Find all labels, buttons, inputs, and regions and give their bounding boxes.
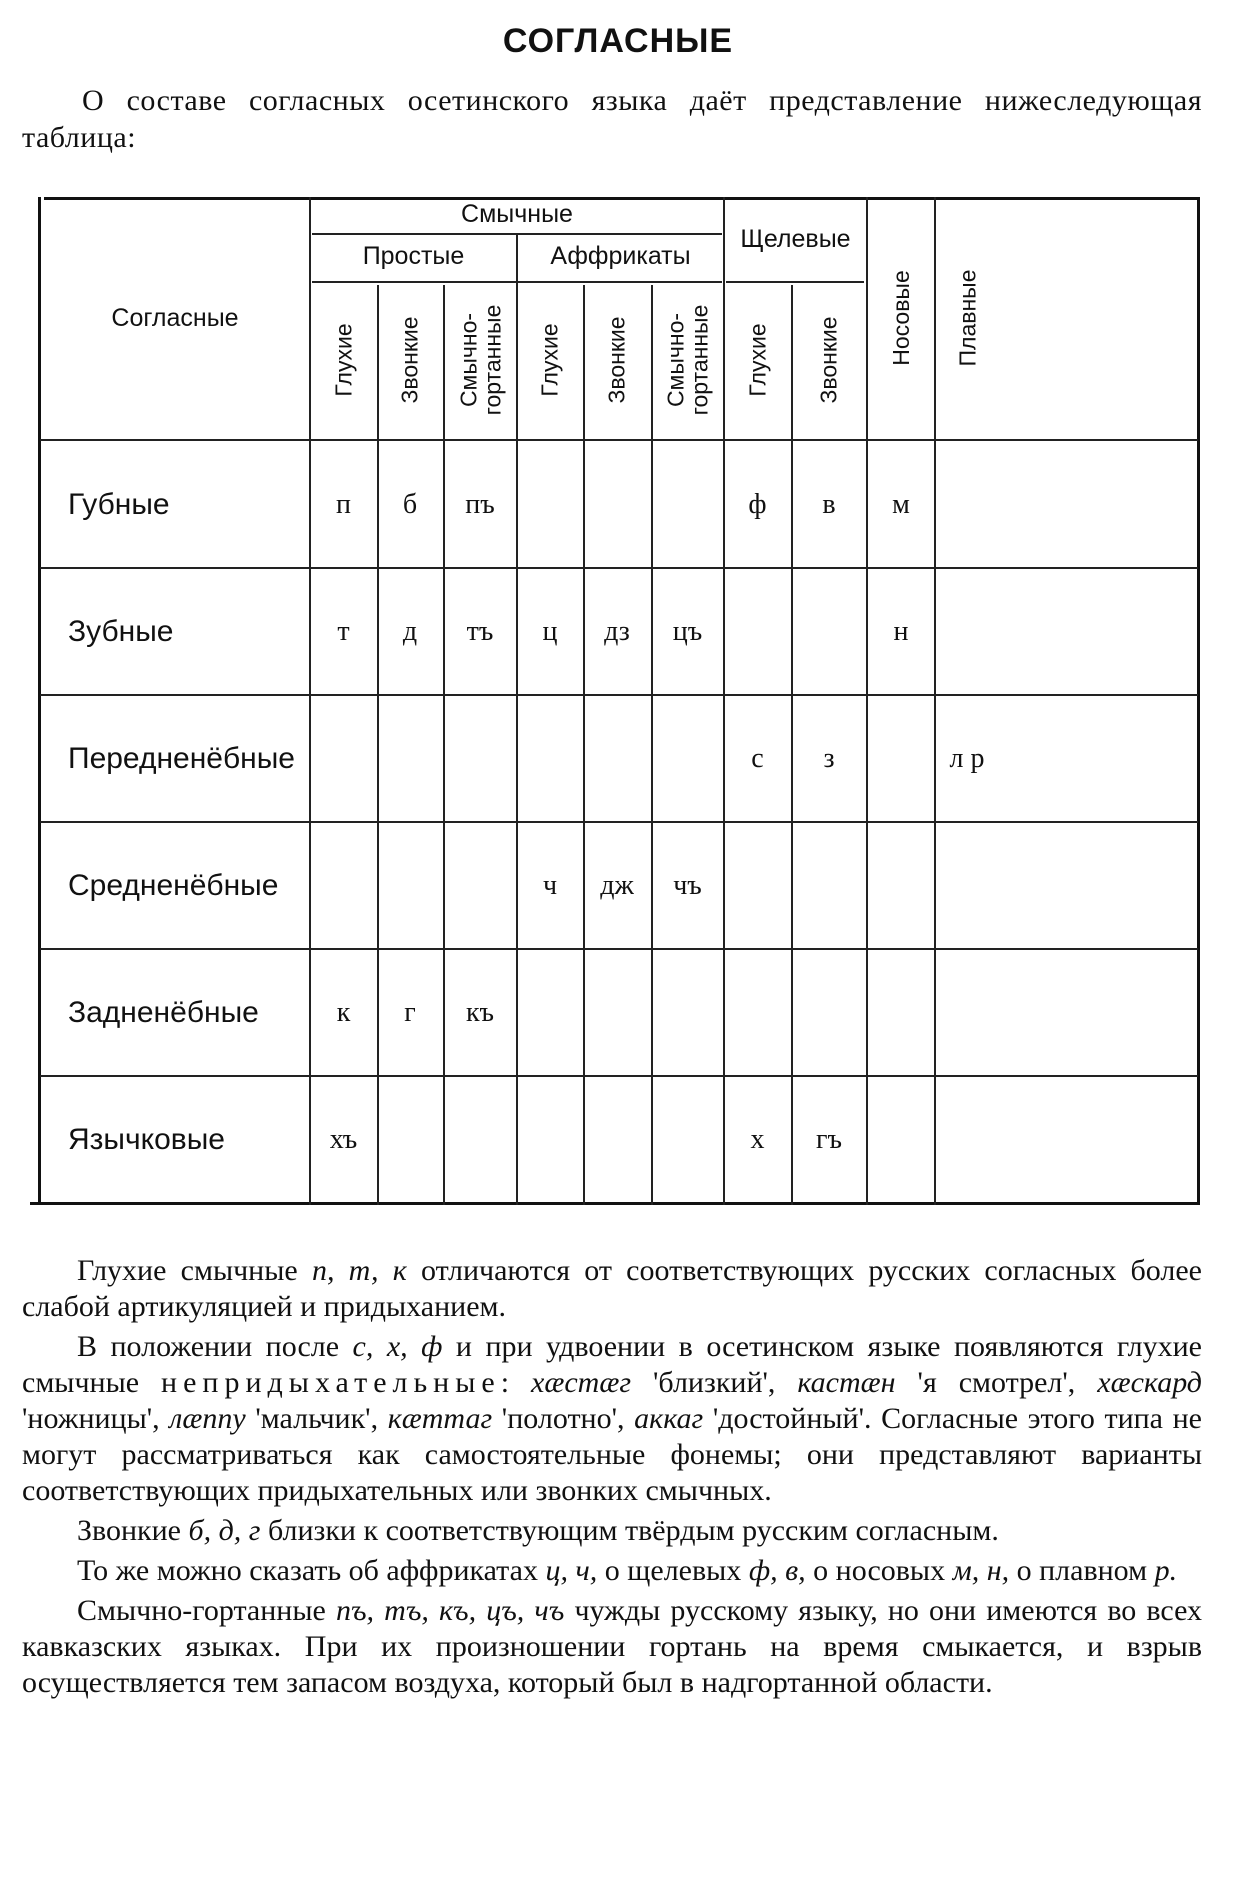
table-cell: къ <box>465 996 495 1028</box>
col-divider-sub <box>377 285 379 1205</box>
row-divider <box>40 567 1198 569</box>
table-cell <box>791 822 867 949</box>
table-cell: чъ <box>673 869 702 901</box>
table-cell: к <box>336 996 351 1028</box>
p4-a: То же можно сказать об аффрикатах <box>77 1554 546 1587</box>
p2-g4: 'мальчик', <box>245 1402 388 1435</box>
header-col-label: Смычно- гортанные <box>455 304 506 416</box>
p2-g3: 'ножницы', <box>22 1402 170 1435</box>
header-rule-sub <box>312 281 722 283</box>
p2-e: : <box>500 1366 532 1399</box>
p4-b: ц, ч, <box>545 1554 598 1587</box>
p2-g1: 'близкий', <box>631 1366 798 1399</box>
p1-b: п, т, к <box>311 1254 407 1287</box>
table-cell <box>310 822 377 949</box>
header-nasal-label: Носовые <box>888 270 914 366</box>
p3-b: б, д, г <box>188 1514 261 1547</box>
col-divider-fricatives <box>723 197 725 1205</box>
table-cell: ц <box>542 615 558 647</box>
p2-d: непридыхательные <box>161 1366 501 1399</box>
page-title: СОГЛАСНЫЕ <box>502 22 734 60</box>
table-cell <box>724 822 791 949</box>
header-col-7 <box>791 281 867 439</box>
table-cell <box>377 822 443 949</box>
p2-w4: лæппу <box>169 1402 246 1435</box>
row-divider <box>40 694 1198 696</box>
p2-g5: 'полотно', <box>492 1402 635 1435</box>
table-cell <box>377 1076 443 1203</box>
table-cell <box>377 695 443 822</box>
table-cell: г <box>404 996 416 1028</box>
body-text <box>22 1253 1202 1705</box>
header-col-5 <box>651 281 724 439</box>
p2-c: и при удвоении в осетинском языке появляются глухие смычные <box>22 1330 1202 1399</box>
p3-c: близки к соответствующим твёрдым русским согласным. <box>260 1514 999 1547</box>
table-cell <box>867 1076 935 1203</box>
p2-w6: аккаг <box>634 1402 704 1435</box>
header-rule-fricatives <box>726 281 864 283</box>
table-cell: цъ <box>672 615 703 647</box>
table-cell: б <box>402 488 418 520</box>
table-cell <box>935 949 999 1076</box>
table-cell <box>517 441 583 568</box>
table-cell: т <box>337 615 350 647</box>
consonants-table <box>30 197 1198 1205</box>
table-cell <box>517 695 583 822</box>
row-label: Средненёбные <box>68 868 279 902</box>
header-col-4 <box>583 281 651 439</box>
header-rule-stops <box>312 233 722 235</box>
table-cell <box>791 568 867 695</box>
table-cell <box>651 1076 724 1203</box>
row-label: Язычковые <box>68 1122 225 1156</box>
table-cell: тъ <box>466 615 494 647</box>
table-cell <box>867 949 935 1076</box>
p2-g2: 'я смотрел', <box>895 1366 1098 1399</box>
p4-g: о плавном <box>1009 1554 1155 1587</box>
table-cell <box>935 568 999 695</box>
table-cell <box>583 949 651 1076</box>
p2-w1: хæстæг <box>531 1366 632 1399</box>
p4-c: о щелевых <box>597 1554 749 1587</box>
header-col-label: Глухие <box>744 323 771 397</box>
table-cell <box>724 949 791 1076</box>
p5-c: чужды русскому языку, но они имеются во всех кавказских языках. При их произношении гортань на время смыкается, и взрыв осуществляется тем запасом воздуха, который был в надгортанной области. <box>22 1594 1202 1699</box>
header-col-1 <box>377 281 443 439</box>
table-cell <box>517 949 583 1076</box>
table-cell <box>583 441 651 568</box>
table-cell <box>310 695 377 822</box>
table-cell: л р <box>949 742 985 774</box>
intro-paragraph: О составе согласных осетинского языка даёт представление нижеследующая таблица: <box>22 84 1202 154</box>
table-cell <box>443 1076 517 1203</box>
table-cell <box>443 822 517 949</box>
table-cell: хъ <box>329 1123 358 1155</box>
table-cell: х <box>750 1123 765 1155</box>
header-col-0 <box>310 281 377 439</box>
header-col-label: Звонкие <box>816 316 842 404</box>
table-cell <box>935 1076 999 1203</box>
header-liquid-label: Плавные <box>954 269 980 367</box>
row-label: Задненёбные <box>68 995 259 1029</box>
p2-w5: кæттаг <box>387 1402 493 1435</box>
table-cell <box>724 568 791 695</box>
p2-a: В положении после <box>77 1330 353 1363</box>
row-divider <box>40 1075 1198 1077</box>
paragraph-4 <box>22 1553 1202 1589</box>
table-border-right <box>1197 197 1200 1205</box>
header-nasal <box>867 197 935 439</box>
p5-b: пъ, тъ, къ, цъ, чъ <box>335 1594 565 1627</box>
paragraph-3 <box>22 1513 1202 1549</box>
paragraph-1 <box>22 1253 1202 1325</box>
p2-w2: кастæн <box>797 1366 896 1399</box>
p1-c: отличаются от соответствующих русских согласных более слабой артикуляцией и придыханием. <box>22 1254 1202 1323</box>
p4-h: р. <box>1154 1554 1178 1587</box>
col-divider-main <box>309 197 311 1205</box>
col-divider-nasal <box>866 197 868 1205</box>
header-col-label: Глухие <box>330 323 357 397</box>
table-cell <box>867 695 935 822</box>
col-divider-sub <box>651 285 653 1205</box>
table-cell <box>443 695 517 822</box>
table-cell <box>651 949 724 1076</box>
col-divider-affricates <box>516 235 518 1205</box>
table-cell <box>935 822 999 949</box>
table-cell <box>583 695 651 822</box>
table-cell <box>583 1076 651 1203</box>
row-divider <box>40 948 1198 950</box>
table-cell: дз <box>604 615 630 647</box>
header-rule-bottom <box>40 439 1198 441</box>
header-affricates: Аффрикаты <box>550 241 691 270</box>
header-col-label: Глухие <box>537 323 564 397</box>
p4-e: о носовых <box>805 1554 953 1587</box>
p2-g6: 'достойный'. <box>703 1402 872 1435</box>
header-liquid <box>935 197 999 439</box>
p2-w3: хæскард <box>1097 1366 1202 1399</box>
table-cell: гъ <box>816 1123 842 1155</box>
col-divider-sub <box>443 285 445 1205</box>
header-fricatives: Щелевые <box>740 224 851 253</box>
col-divider-liquid <box>934 197 936 1205</box>
row-label: Губные <box>68 487 170 521</box>
table-corner-header: Согласные <box>111 303 239 332</box>
p2-f: Согласные этого типа не могут рассматриваться как самостоятельные фонемы; они представляют варианты соответствующих придыхательных или звонких смычных. <box>22 1402 1202 1507</box>
table-cell: м <box>892 488 910 520</box>
table-cell: д <box>402 615 418 647</box>
paragraph-5 <box>22 1593 1202 1701</box>
table-cell: ф <box>748 488 767 520</box>
p3-a: Звонкие <box>77 1514 189 1547</box>
row-label: Зубные <box>68 614 174 648</box>
table-cell: п <box>336 488 351 520</box>
table-cell <box>651 695 724 822</box>
table-cell: н <box>893 615 909 647</box>
table-cell <box>517 1076 583 1203</box>
table-cell <box>651 441 724 568</box>
col-divider-sub <box>791 285 793 1205</box>
table-cell: в <box>822 488 836 520</box>
header-col-label: Звонкие <box>604 316 630 404</box>
row-divider <box>40 821 1198 823</box>
table-cell: з <box>823 742 835 774</box>
p1-a: Глухие смычные <box>77 1254 312 1287</box>
header-col-2 <box>443 281 517 439</box>
p2-b: с, х, ф <box>352 1330 443 1363</box>
p4-f: м, н, <box>952 1554 1010 1587</box>
header-col-6 <box>724 281 791 439</box>
header-simple: Простые <box>362 241 465 270</box>
header-col-label: Звонкие <box>397 316 423 404</box>
header-col-3 <box>517 281 583 439</box>
col-divider-sub <box>583 285 585 1205</box>
table-cell: пъ <box>465 488 495 520</box>
table-cell <box>867 822 935 949</box>
table-cell <box>935 441 999 568</box>
p5-a: Смычно-гортанные <box>77 1594 336 1627</box>
header-stops: Смычные <box>461 199 573 228</box>
table-cell: дж <box>600 869 634 901</box>
row-label: Передненёбные <box>68 741 295 775</box>
p4-d: ф, в, <box>748 1554 806 1587</box>
table-cell: с <box>751 742 764 774</box>
header-col-label: Смычно- гортанные <box>662 304 713 416</box>
table-cell <box>791 949 867 1076</box>
paragraph-2 <box>22 1329 1202 1509</box>
table-cell: ч <box>542 869 558 901</box>
